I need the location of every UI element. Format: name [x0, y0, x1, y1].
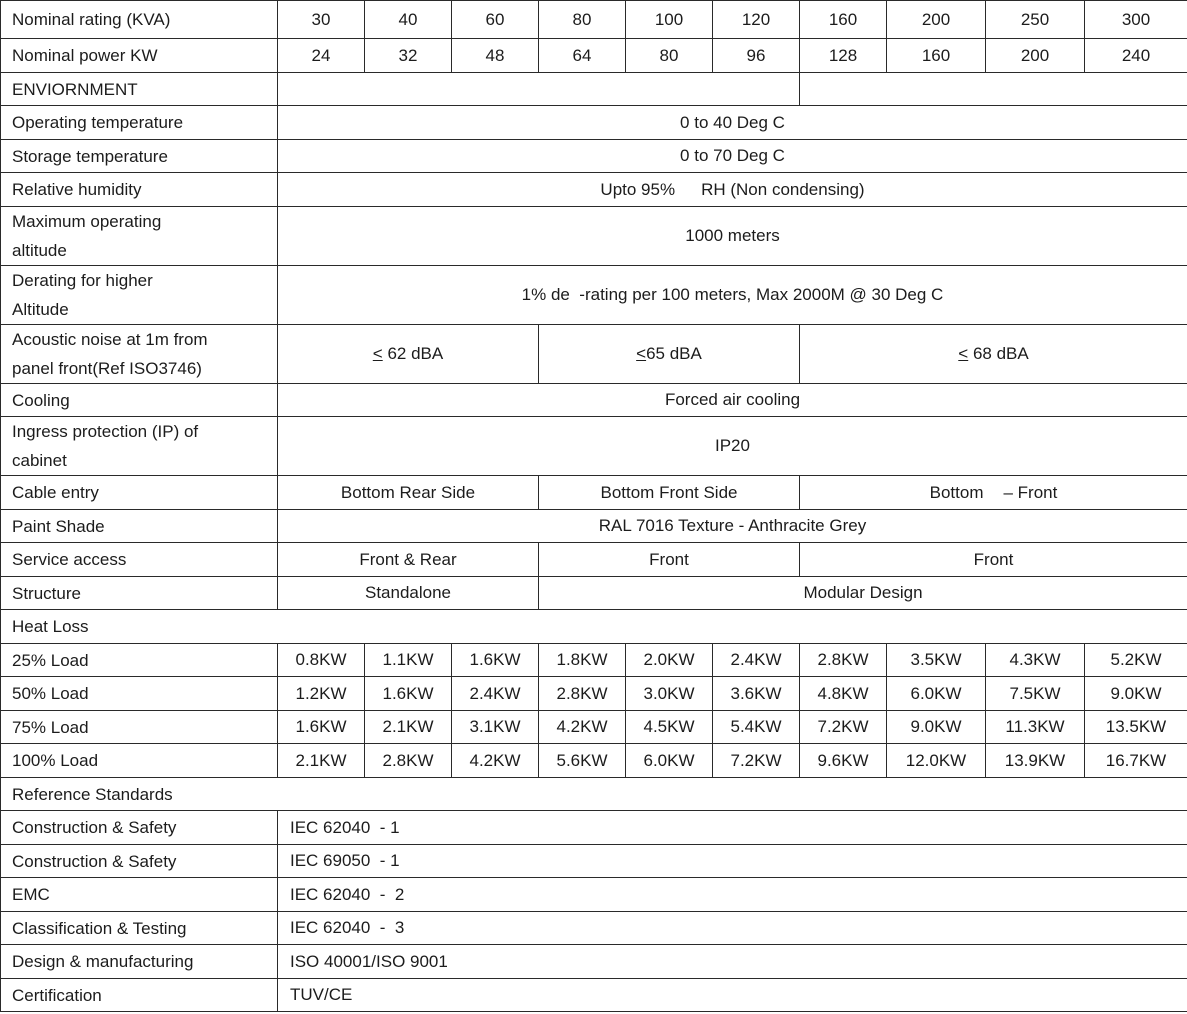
value-cell: 0 to 70 Deg C [278, 140, 1187, 173]
standard-row [1, 912, 1187, 945]
value-cell: IEC 62040 - 3 [278, 912, 1187, 945]
heat-loss-cell: 6.0KW [626, 744, 713, 778]
section-heading: ENVIORNMENT [1, 73, 278, 106]
power-cell: 48 [452, 39, 539, 73]
heat-loss-cell: 1.1KW [365, 644, 452, 677]
rating-cell: 120 [713, 1, 800, 39]
row-label: 75% Load [1, 711, 278, 744]
row-label-line: cabinet [12, 451, 67, 470]
value-cell: Front [539, 543, 800, 577]
heat-loss-cell: 4.3KW [986, 644, 1085, 677]
row-label [1, 417, 278, 476]
standard-row [1, 811, 1187, 845]
heat-loss-row [1, 644, 1187, 677]
heat-loss-row [1, 744, 1187, 778]
noise-value: 62 dBA [382, 344, 444, 363]
row-label: Cooling [1, 384, 278, 417]
value-cell [278, 173, 1187, 207]
reference-standards-section-row [1, 778, 1187, 811]
paint-shade-row [1, 510, 1187, 543]
value-cell: Front & Rear [278, 543, 539, 577]
row-label: Operating temperature [1, 106, 278, 140]
heat-loss-cell: 16.7KW [1085, 744, 1187, 778]
value-cell: Standalone [278, 577, 539, 610]
value-cell: IEC 69050 - 1 [278, 845, 1187, 878]
cable-entry-part: Bottom [929, 482, 984, 502]
heat-loss-cell: 1.6KW [278, 711, 365, 744]
heat-loss-cell: 2.8KW [365, 744, 452, 778]
row-label: 25% Load [1, 644, 278, 677]
empty-cell [800, 73, 1187, 106]
value-cell: RAL 7016 Texture - Anthracite Grey [278, 510, 1187, 543]
row-label: Design & manufacturing [1, 945, 278, 979]
heat-loss-cell: 7.2KW [800, 711, 887, 744]
rating-cell: 80 [539, 1, 626, 39]
rating-cell: 60 [452, 1, 539, 39]
power-cell: 160 [887, 39, 986, 73]
standard-row [1, 845, 1187, 878]
heat-loss-cell: 4.5KW [626, 711, 713, 744]
value-cell: Bottom Rear Side [278, 476, 539, 510]
heat-loss-cell: 0.8KW [278, 644, 365, 677]
heat-loss-cell: 1.6KW [452, 644, 539, 677]
value-cell: TUV/CE [278, 979, 1187, 1012]
noise-value: 68 dBA [968, 344, 1029, 363]
value-cell: Front [800, 543, 1187, 577]
power-cell: 24 [278, 39, 365, 73]
row-label-line: Acoustic noise at 1m from [12, 330, 208, 349]
row-label [1, 325, 278, 384]
heat-loss-cell: 13.5KW [1085, 711, 1187, 744]
heat-loss-cell: 13.9KW [986, 744, 1085, 778]
row-label: Classification & Testing [1, 912, 278, 945]
row-label: Paint Shade [1, 510, 278, 543]
heat-loss-cell: 2.8KW [800, 644, 887, 677]
heat-loss-cell: 9.0KW [887, 711, 986, 744]
heat-loss-cell: 3.6KW [713, 677, 800, 711]
heat-loss-row [1, 677, 1187, 711]
heat-loss-cell: 2.8KW [539, 677, 626, 711]
row-label: Service access [1, 543, 278, 577]
nominal-power-row [1, 39, 1187, 73]
power-cell: 200 [986, 39, 1085, 73]
row-label: Cable entry [1, 476, 278, 510]
less-than-symbol: < [958, 344, 969, 363]
heat-loss-cell: 5.6KW [539, 744, 626, 778]
heat-loss-cell: 5.2KW [1085, 644, 1187, 677]
row-label [1, 266, 278, 325]
nominal-rating-row [1, 1, 1187, 39]
heat-loss-cell: 7.2KW [713, 744, 800, 778]
heat-loss-row [1, 711, 1187, 744]
maximum-altitude-row [1, 207, 1187, 266]
value-cell [800, 325, 1187, 384]
cooling-row [1, 384, 1187, 417]
acoustic-noise-row [1, 325, 1187, 384]
row-label: Nominal rating (KVA) [1, 1, 278, 39]
row-label-line: Maximum operating [12, 212, 162, 231]
environment-section-row [1, 73, 1187, 106]
power-cell: 64 [539, 39, 626, 73]
heat-loss-cell: 3.0KW [626, 677, 713, 711]
row-label: EMC [1, 878, 278, 912]
row-label: Construction & Safety [1, 845, 278, 878]
structure-row [1, 577, 1187, 610]
heat-loss-cell: 1.6KW [365, 677, 452, 711]
humidity-note: RH (Non condensing) [701, 179, 865, 199]
heat-loss-cell: 1.2KW [278, 677, 365, 711]
row-label [1, 207, 278, 266]
row-label: Certification [1, 979, 278, 1012]
heat-loss-cell: 9.0KW [1085, 677, 1187, 711]
heat-loss-cell: 2.1KW [365, 711, 452, 744]
heat-loss-cell: 3.5KW [887, 644, 986, 677]
power-cell: 240 [1085, 39, 1187, 73]
value-cell: Modular Design [539, 577, 1187, 610]
less-than-symbol: < [372, 344, 383, 363]
power-cell: 96 [713, 39, 800, 73]
power-cell: 32 [365, 39, 452, 73]
row-label: 50% Load [1, 677, 278, 711]
less-than-symbol: < [636, 344, 647, 363]
section-heading: Reference Standards [1, 778, 1187, 811]
humidity-percent: Upto 95% [600, 179, 676, 199]
heat-loss-cell: 2.4KW [452, 677, 539, 711]
row-label-line: altitude [12, 241, 67, 260]
row-label: Nominal power KW [1, 39, 278, 73]
heat-loss-cell: 6.0KW [887, 677, 986, 711]
cable-entry-part: – Front [1003, 482, 1058, 502]
value-cell: 1000 meters [278, 207, 1187, 266]
power-cell: 128 [800, 39, 887, 73]
value-cell [539, 325, 800, 384]
section-heading: Heat Loss [1, 610, 1187, 644]
value-cell [278, 325, 539, 384]
rating-cell: 30 [278, 1, 365, 39]
heat-loss-section-row [1, 610, 1187, 644]
value-cell: IP20 [278, 417, 1187, 476]
row-label: Construction & Safety [1, 811, 278, 845]
value-cell [800, 476, 1187, 510]
rating-cell: 160 [800, 1, 887, 39]
service-access-row [1, 543, 1187, 577]
power-cell: 80 [626, 39, 713, 73]
value-cell: Bottom Front Side [539, 476, 800, 510]
standard-row [1, 878, 1187, 912]
rating-cell: 200 [887, 1, 986, 39]
value-cell: IEC 62040 - 1 [278, 811, 1187, 845]
row-label: Storage temperature [1, 140, 278, 173]
heat-loss-cell: 4.2KW [452, 744, 539, 778]
empty-cell [278, 73, 800, 106]
noise-value: 65 dBA [646, 344, 702, 363]
heat-loss-cell: 3.1KW [452, 711, 539, 744]
heat-loss-cell: 2.0KW [626, 644, 713, 677]
heat-loss-cell: 2.4KW [713, 644, 800, 677]
heat-loss-cell: 2.1KW [278, 744, 365, 778]
heat-loss-cell: 9.6KW [800, 744, 887, 778]
row-label: Relative humidity [1, 173, 278, 207]
standard-row [1, 945, 1187, 979]
rating-cell: 250 [986, 1, 1085, 39]
value-cell: 1% de -rating per 100 meters, Max 2000M @ 30 Deg C [278, 266, 1187, 325]
heat-loss-cell: 11.3KW [986, 711, 1085, 744]
row-label-line: Altitude [12, 300, 69, 319]
cable-entry-row [1, 476, 1187, 510]
ingress-protection-row [1, 417, 1187, 476]
row-label-line: Derating for higher [12, 271, 153, 290]
heat-loss-cell: 12.0KW [887, 744, 986, 778]
value-cell: ISO 40001/ISO 9001 [278, 945, 1187, 979]
heat-loss-cell: 4.2KW [539, 711, 626, 744]
storage-temperature-row [1, 140, 1187, 173]
heat-loss-cell: 1.8KW [539, 644, 626, 677]
row-label: 100% Load [1, 744, 278, 778]
heat-loss-cell: 7.5KW [986, 677, 1085, 711]
value-cell: IEC 62040 - 2 [278, 878, 1187, 912]
value-cell: Forced air cooling [278, 384, 1187, 417]
row-label-line: Ingress protection (IP) of [12, 422, 199, 441]
row-label-line: panel front(Ref ISO3746) [12, 359, 202, 378]
row-label: Structure [1, 577, 278, 610]
operating-temperature-row [1, 106, 1187, 140]
heat-loss-cell: 4.8KW [800, 677, 887, 711]
value-cell: 0 to 40 Deg C [278, 106, 1187, 140]
heat-loss-cell: 5.4KW [713, 711, 800, 744]
rating-cell: 100 [626, 1, 713, 39]
rating-cell: 40 [365, 1, 452, 39]
derating-row [1, 266, 1187, 325]
standard-row [1, 979, 1187, 1012]
relative-humidity-row [1, 173, 1187, 207]
rating-cell: 300 [1085, 1, 1187, 39]
